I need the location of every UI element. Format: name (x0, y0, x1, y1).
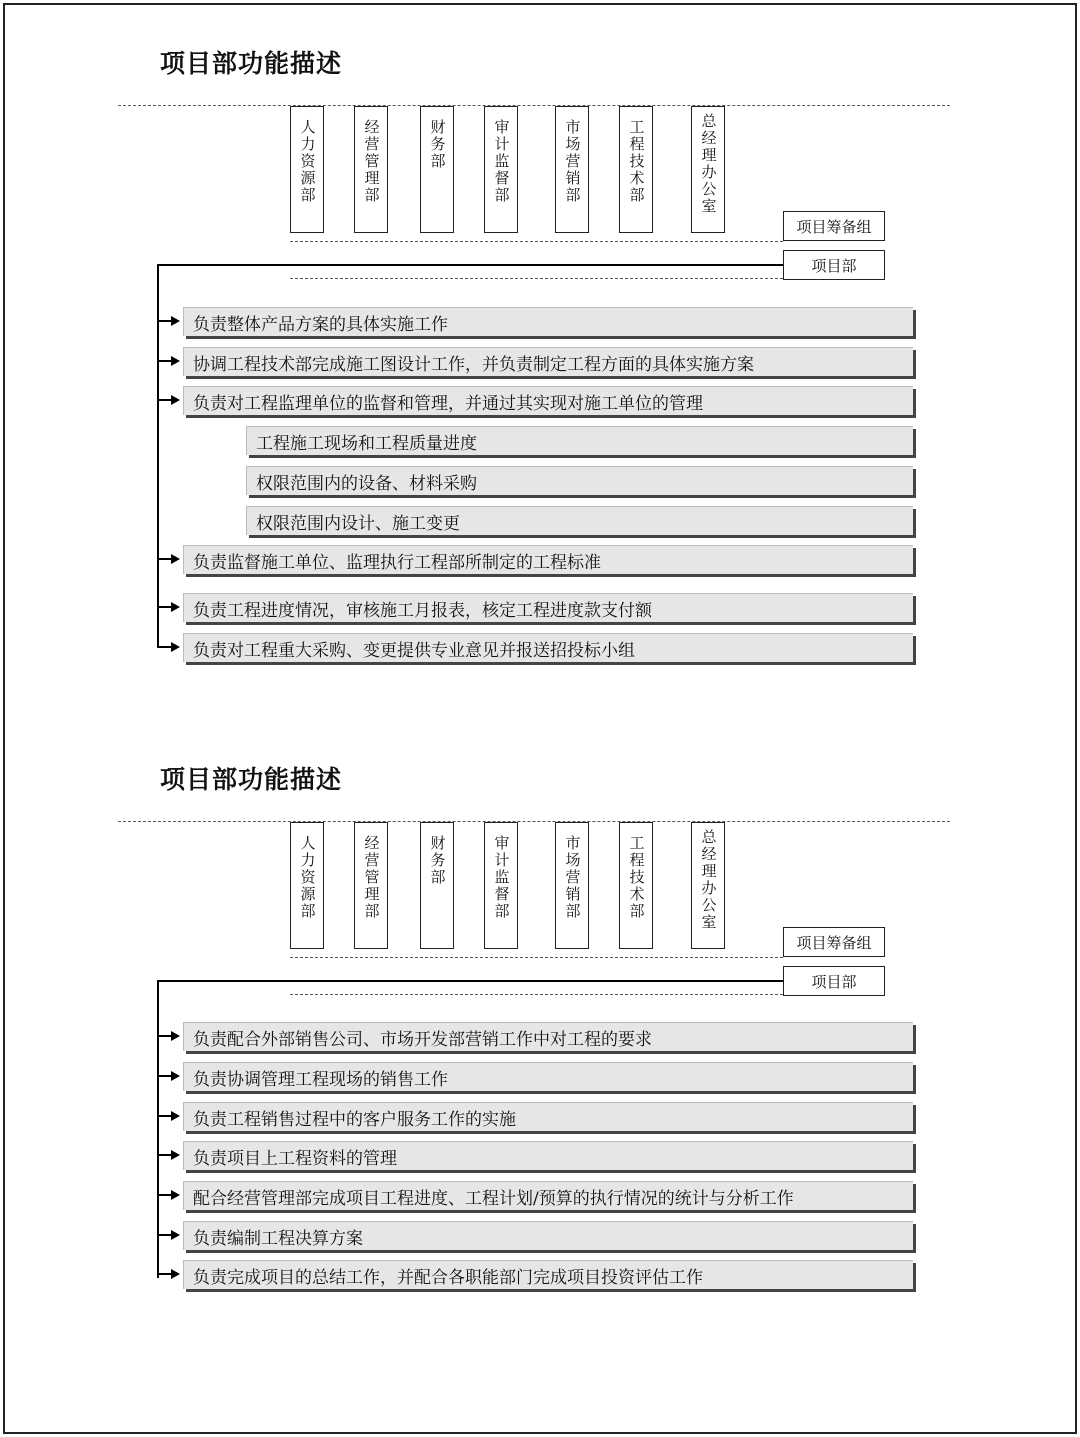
project-dashed-line (290, 994, 783, 995)
dept-box-marketing (555, 106, 589, 233)
dept-label: 人力资源部 (298, 119, 317, 204)
dept-label: 财务部 (428, 835, 447, 886)
dept-label: 工程技术部 (627, 835, 646, 920)
prep-dashed-line (290, 957, 783, 958)
function-item: 负责项目上工程资料的管理 (183, 1141, 913, 1170)
function-subitem: 权限范围内的设备、材料采购 (246, 466, 913, 495)
dept-label: 审计监督部 (492, 835, 511, 920)
function-item: 负责配合外部销售公司、市场开发部营销工作中对工程的要求 (183, 1022, 913, 1051)
dept-label: 市场营销部 (563, 835, 582, 920)
arrow-icon (157, 641, 181, 653)
arrow-icon (157, 1229, 181, 1241)
dept-box-hr (290, 822, 324, 949)
function-item: 协调工程技术部完成施工图设计工作，并负责制定工程方面的具体实施方案 (183, 347, 913, 376)
dept-label: 总经理办公室 (699, 829, 718, 931)
arrow-icon (157, 1070, 181, 1082)
dept-label: 人力资源部 (298, 835, 317, 920)
connector-horizontal (157, 264, 783, 266)
dept-box-marketing (555, 822, 589, 949)
dept-label: 经营管理部 (362, 119, 381, 204)
dept-label: 财务部 (428, 119, 447, 170)
dept-box-finance (420, 822, 454, 949)
function-item: 负责完成项目的总结工作，并配合各职能部门完成项目投资评估工作 (183, 1260, 913, 1289)
function-item: 负责对工程监理单位的监督和管理，并通过其实现对施工单位的管理 (183, 386, 913, 415)
section-2 (0, 716, 1080, 1376)
dept-label: 工程技术部 (627, 119, 646, 204)
section-1 (0, 0, 1080, 660)
dept-box-gm-office (691, 106, 725, 233)
dept-label: 审计监督部 (492, 119, 511, 204)
dept-box-operations (354, 106, 388, 233)
dept-box-engineering (619, 106, 653, 233)
arrow-icon (157, 355, 181, 367)
dept-box-operations (354, 822, 388, 949)
dept-box-hr (290, 106, 324, 233)
arrow-icon (157, 315, 181, 327)
prep-dashed-line (290, 241, 783, 242)
dept-label: 总经理办公室 (699, 113, 718, 215)
arrow-icon (157, 1110, 181, 1122)
project-dashed-line (290, 278, 783, 279)
function-subitem: 权限范围内设计、施工变更 (246, 506, 913, 535)
prep-group-box: 项目筹备组 (783, 927, 885, 957)
arrow-icon (157, 1268, 181, 1280)
arrow-icon (157, 394, 181, 406)
section-title: 项目部功能描述 (160, 49, 343, 78)
function-item: 负责整体产品方案的具体实施工作 (183, 307, 913, 336)
dept-box-finance (420, 106, 454, 233)
function-item: 负责协调管理工程现场的销售工作 (183, 1062, 913, 1091)
function-item: 负责对工程重大采购、变更提供专业意见并报送招投标小组 (183, 633, 913, 662)
dept-box-audit (484, 106, 518, 233)
dept-label: 经营管理部 (362, 835, 381, 920)
arrow-icon (157, 1030, 181, 1042)
function-item: 负责工程销售过程中的客户服务工作的实施 (183, 1102, 913, 1131)
prep-group-box: 项目筹备组 (783, 211, 885, 241)
dept-box-gm-office (691, 822, 725, 949)
arrow-icon (157, 1189, 181, 1201)
dept-box-engineering (619, 822, 653, 949)
arrow-icon (157, 553, 181, 565)
connector-horizontal (157, 980, 783, 982)
function-subitem: 工程施工现场和工程质量进度 (246, 426, 913, 455)
function-item: 负责工程进度情况，审核施工月报表，核定工程进度款支付额 (183, 593, 913, 622)
section-title: 项目部功能描述 (160, 765, 343, 794)
function-item: 负责编制工程决算方案 (183, 1221, 913, 1250)
arrow-icon (157, 1149, 181, 1161)
dept-label: 市场营销部 (563, 119, 582, 204)
dept-box-audit (484, 822, 518, 949)
project-dept-box: 项目部 (783, 966, 885, 996)
top-divider (118, 821, 950, 822)
arrow-icon (157, 601, 181, 613)
project-dept-box: 项目部 (783, 250, 885, 280)
function-item: 配合经营管理部完成项目工程进度、工程计划/预算的执行情况的统计与分析工作 (183, 1181, 913, 1210)
top-divider (118, 105, 950, 106)
function-item: 负责监督施工单位、监理执行工程部所制定的工程标准 (183, 545, 913, 574)
